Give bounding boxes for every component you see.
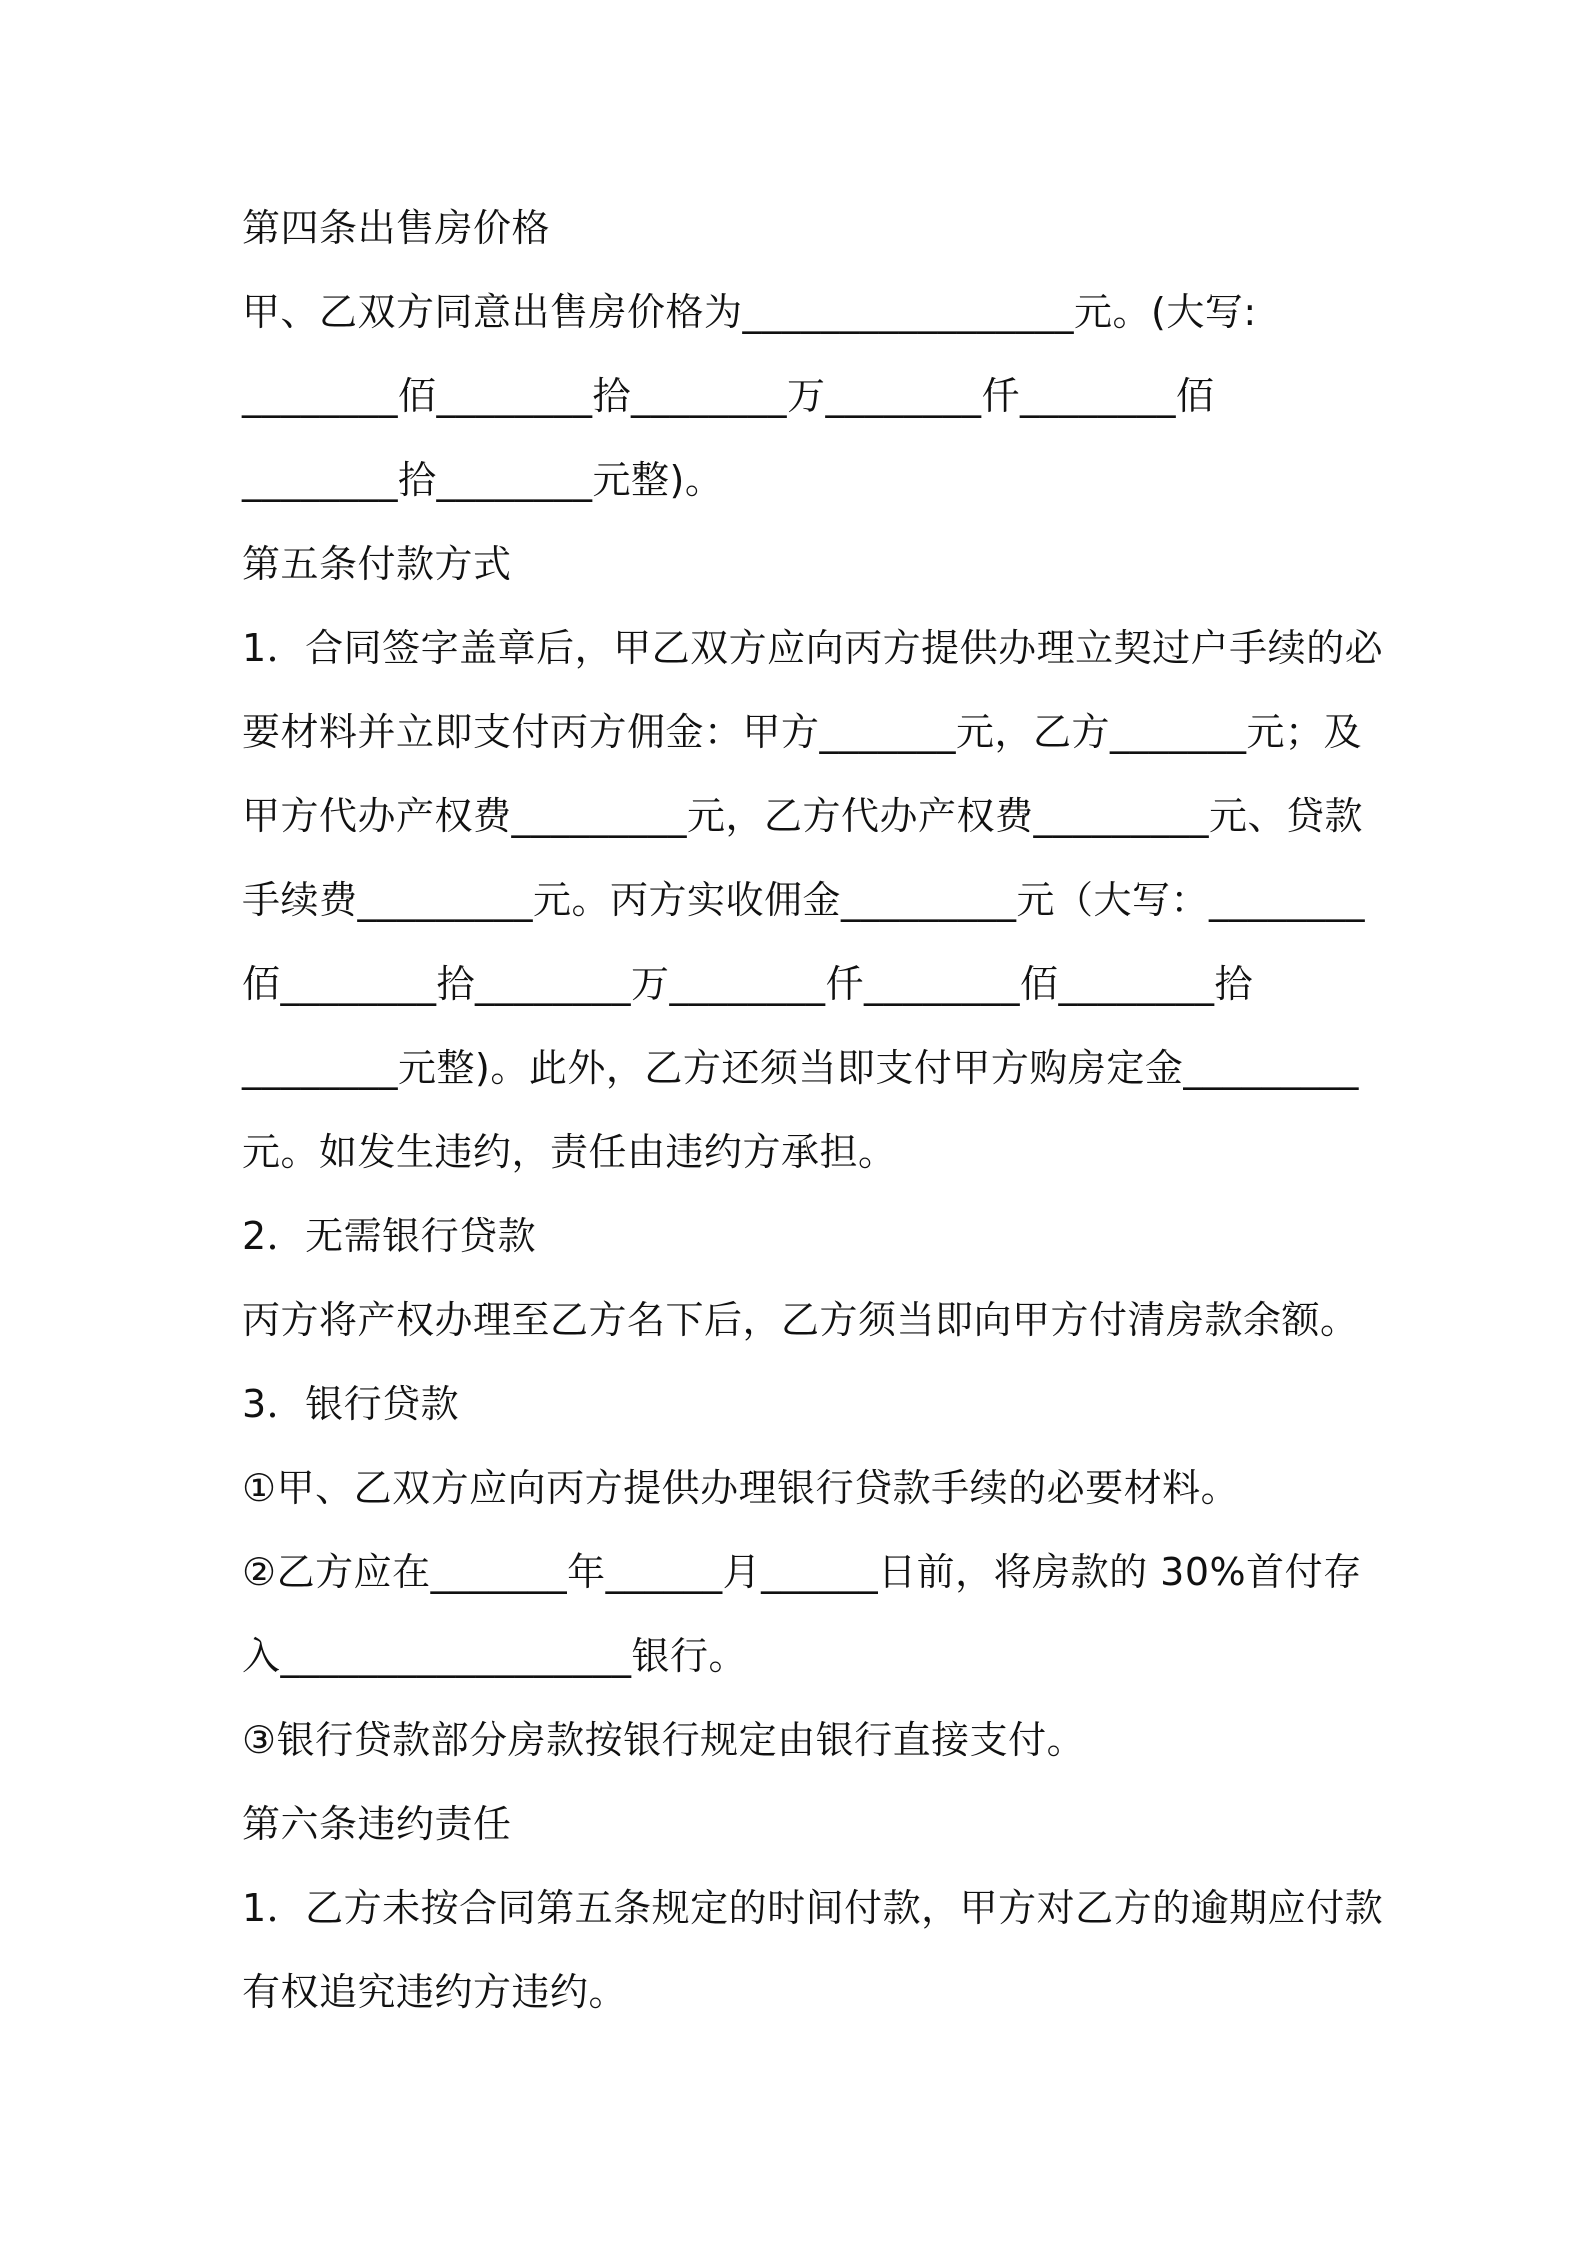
paragraph-line: 元。如发生违约，责任由违约方承担。 <box>242 1130 897 1174</box>
paragraph-line: ①甲、乙双方应向丙方提供办理银行贷款手续的必要材料。 <box>242 1466 1240 1510</box>
heading-article-6: 第六条违约责任 <box>242 1802 512 1846</box>
paragraph-line: 甲、乙双方同意出售房价格为_________________元。(大写: <box>242 290 1257 334</box>
subheading-bank-loan: 3．银行贷款 <box>242 1382 460 1426</box>
subheading-no-loan: 2．无需银行贷款 <box>242 1214 537 1258</box>
paragraph-line: 手续费_________元。丙方实收佣金_________元（大写：________ <box>242 878 1366 922</box>
heading-article-4: 第四条出售房价格 <box>242 206 551 250</box>
paragraph-line: 1．乙方未按合同第五条规定的时间付款，甲方对乙方的逾期应付款 <box>242 1886 1384 1930</box>
heading-article-5: 第五条付款方式 <box>242 542 512 586</box>
paragraph-line: ③银行贷款部分房款按银行规定由银行直接支付。 <box>242 1718 1086 1762</box>
paragraph-line: 甲方代办产权费_________元，乙方代办产权费_________元、贷款 <box>242 794 1364 838</box>
paragraph-line: 要材料并立即支付丙方佣金：甲方_______元，乙方_______元；及 <box>242 710 1363 754</box>
paragraph-line: 有权追究违约方违约。 <box>242 1970 628 2014</box>
paragraph-line: 丙方将产权办理至乙方名下后，乙方须当即向甲方付清房款余额。 <box>242 1298 1359 1342</box>
paragraph-line: 1．合同签字盖章后，甲乙双方应向丙方提供办理立契过户手续的必 <box>242 626 1384 670</box>
paragraph-line: ________拾________元整)。 <box>242 458 724 502</box>
paragraph-line: ②乙方应在_______年______月______日前，将房款的 30%首付存 <box>242 1550 1362 1594</box>
paragraph-line: 佰________拾________万________仟________佰________拾 <box>242 962 1254 1006</box>
paragraph-line: ________元整)。此外，乙方还须当即支付甲方购房定金_________ <box>242 1046 1359 1090</box>
paragraph-line: 入__________________银行。 <box>242 1634 748 1678</box>
paragraph-line: ________佰________拾________万________仟________佰 <box>242 374 1215 418</box>
